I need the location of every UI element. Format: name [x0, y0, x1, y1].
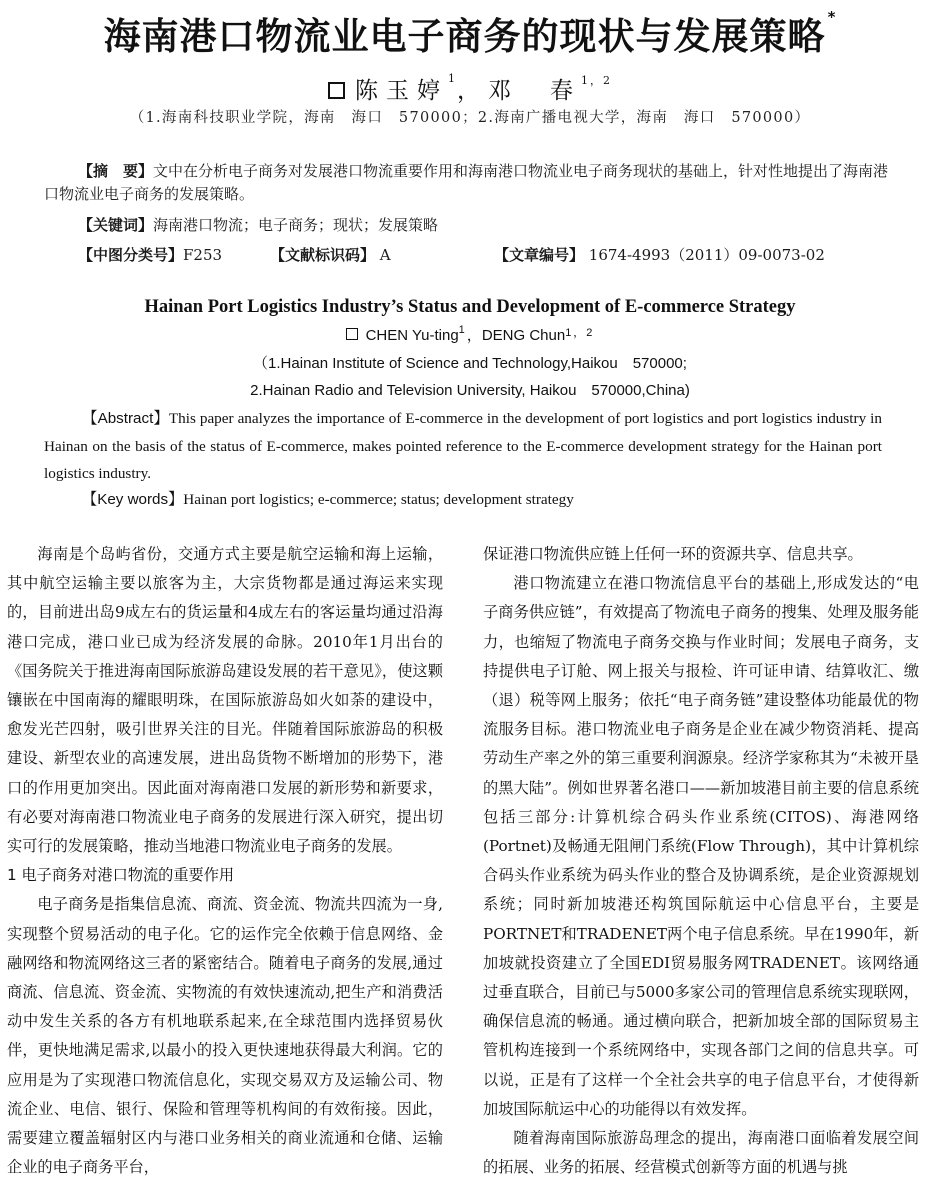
paper-title-en: Hainan Port Logistics Industry’s Status and Development of E-commerce Strategy	[144, 297, 796, 317]
paper-title	[0, 6, 940, 60]
hollow-square-icon	[328, 82, 345, 99]
author-separator: ，	[466, 327, 482, 344]
keywords-cn	[44, 214, 894, 237]
abstract-cn-label: 【摘 要】	[78, 162, 154, 180]
body-column-right	[483, 540, 919, 1182]
keywords-en	[44, 488, 894, 509]
abstract-en-label: 【Abstract】	[82, 410, 169, 427]
authors-en	[0, 324, 940, 345]
affiliation-cn: （1.海南科技职业学院，海南 海口 570000；2.海南广播电视大学，海南 海口 570000）	[129, 110, 811, 126]
body-paragraph: 海南是个岛屿省份，交通方式主要是航空运输和海上运输，其中航空运输主要以旅客为主，大宗货物都是通过海运来实现的，目前进出岛9成左右的货运量和4成左右的客运量均通过沿海港口完成，港口业已成为经济发展的命脉。2010年1月出台的《国务院关于推进海南国际旅游岛建设发展的若干意见》，使这颗镶嵌在中国南海的耀眼明珠，在国际旅游岛如火如荼的建设中，愈发光芒四射，吸引世界关注的目光。伴随着国际旅游岛的积极建设、新型农业的高速发展，进出岛货物不断增加的形势下，港口的作用更加突出。因此面对海南港口发展的新形势和新要求，有必要对海南港口物流业电子商务的发展进行深入研究，提出切实可行的发展策略，推动当地港口物流业电子商务的发展。	[7, 545, 443, 856]
author-cn-affil: 1，2	[581, 74, 612, 87]
abstract-en	[44, 405, 882, 488]
document-code	[270, 244, 391, 265]
abstract-cn	[44, 160, 894, 206]
body-paragraph: 随着海南国际旅游岛理念的提出，海南港口面临着发展空间的拓展、业务的拓展、经营模式创新等方面的机遇与挑	[483, 1129, 919, 1177]
keywords-cn-label: 【关键词】	[78, 216, 154, 234]
author-en-affil: 1，2	[565, 327, 595, 339]
affiliation-en-line: 2.Hainan Radio and Television University, Haikou 570000,China)	[250, 382, 690, 399]
author-en-affil: 1	[458, 324, 467, 336]
author-cn-name: 陈玉婷	[355, 78, 448, 104]
keywords-en-label: 【Key words】	[82, 491, 184, 508]
author-cn-affil: 1	[448, 72, 457, 85]
article-number-value: 1674-4993（2011）09-0073-02	[588, 246, 825, 264]
clc-label: 【中图分类号】	[78, 246, 184, 264]
keywords-en-text: Hainan port logistics; e-commerce; status; development strategy	[183, 491, 574, 508]
article-number-label: 【文章编号】	[494, 246, 585, 264]
abstract-cn-text: 文中在分析电子商务对发展港口物流重要作用和海南港口物流业电子商务现状的基础上，针对性地提出了海南港口物流业电子商务的发展策略。	[44, 162, 889, 203]
abstract-en-text: This paper analyzes the importance of E-commerce in the development of port logistics and port logistics industry in Hainan on the basis of the status of E-commerce, makes pointed reference to the E-commerce development strategy for the Hainan port logistics industry.	[44, 410, 882, 482]
body-paragraph: 保证港口物流供应链上任何一环的资源共享、信息共享。	[483, 545, 863, 563]
body-column-left	[7, 540, 443, 1182]
authors-cn: 陈玉婷$^1$，邓 春$^{1,2}$	[0, 72, 940, 105]
paper-title-text: 海南港口物流业电子商务的现状与发展策略	[103, 15, 826, 58]
keywords-cn-text: 海南港口物流；电子商务；现状；发展策略	[153, 216, 439, 234]
body-paragraph: 电子商务是指集信息流、商流、资金流、物流共四流为一身,实现整个贸易活动的电子化。它的运作完全依赖于信息网络、金融网络和物流网络这三者的紧密结合。随着电子商务的发展,通过商流、信息流、资金流、实物流的有效快速流动,把生产和消费活动中发生关系的各方有机地联系起来,在全球范围内选择贸易伙伴，更快地满足需求,以最小的投入更快速地获得最大利润。它的应用是为了实现港口物流信息化，实现交易双方及运输公司、物流企业、电信、银行、保险和管理等机构间的有效衔接。因此，需要建立覆盖辐射区内与港口业务相关的商业流通和仓储、运输企业的电子商务平台，	[7, 895, 443, 1177]
title-footnote-mark: *	[827, 8, 837, 26]
author-cn-name: 邓 春	[488, 78, 581, 104]
section-heading: 1 电子商务对港口物流的重要作用	[7, 866, 235, 885]
clc-number	[78, 244, 222, 265]
article-number	[494, 244, 825, 265]
author-en-name: DENG Chun	[481, 327, 566, 344]
hollow-square-icon	[346, 328, 358, 340]
doc-code-label: 【文献标识码】	[270, 246, 376, 264]
clc-value: F253	[183, 246, 223, 264]
doc-code-value: A	[379, 246, 391, 264]
affiliation-en-line: （1.Hainan Institute of Science and Technology,Haikou 570000;	[253, 355, 687, 372]
author-en-name: CHEN Yu-ting	[365, 327, 459, 344]
body-paragraph: 港口物流建立在港口物流信息平台的基础上,形成发达的“电子商务供应链”，有效提高了物流电子商务的搜集、处理及服务能力，也缩短了物流电子商务交换与作业时间；发展电子商务，支持提供电子订舱、网上报关与报检、许可证申请、结算收汇、缴（退）税等网上服务；依托“电子商务链”建设整体功能最优的物流服务目标。港口物流业电子商务是企业在减少物资消耗、提高劳动生产率之外的第三重要利润源泉。经济学家称其为“未被开垦的黑大陆”。例如世界著名港口——新加坡港目前主要的信息系统包括三部分:计算机综合码头作业系统(CITOS)、海港网络(Portnet)及畅通无阻闸门系统(Flow Through)，其中计算机综合码头作业系统为码头作业的整合及协调系统，是企业资源规划系统；同时新加坡港还构筑国际航运中心信息平台，主要是PORTNET和TRADENET两个电子信息系统。早在1990年，新加坡就投资建立了全国EDI贸易服务网TRADENET。该网络通过垂直联合，目前已与5000多家公司的管理信息系统实现联网，确保信息流的畅通。通过横向联合，把新加坡全部的国际贸易主管机构连接到一个系统网络中，实现各部门之间的信息共享。可以说，正是有了这样一个全社会共享的电子信息平台，才使得新加坡国际航运中心的功能得以有效发挥。	[483, 574, 919, 1118]
